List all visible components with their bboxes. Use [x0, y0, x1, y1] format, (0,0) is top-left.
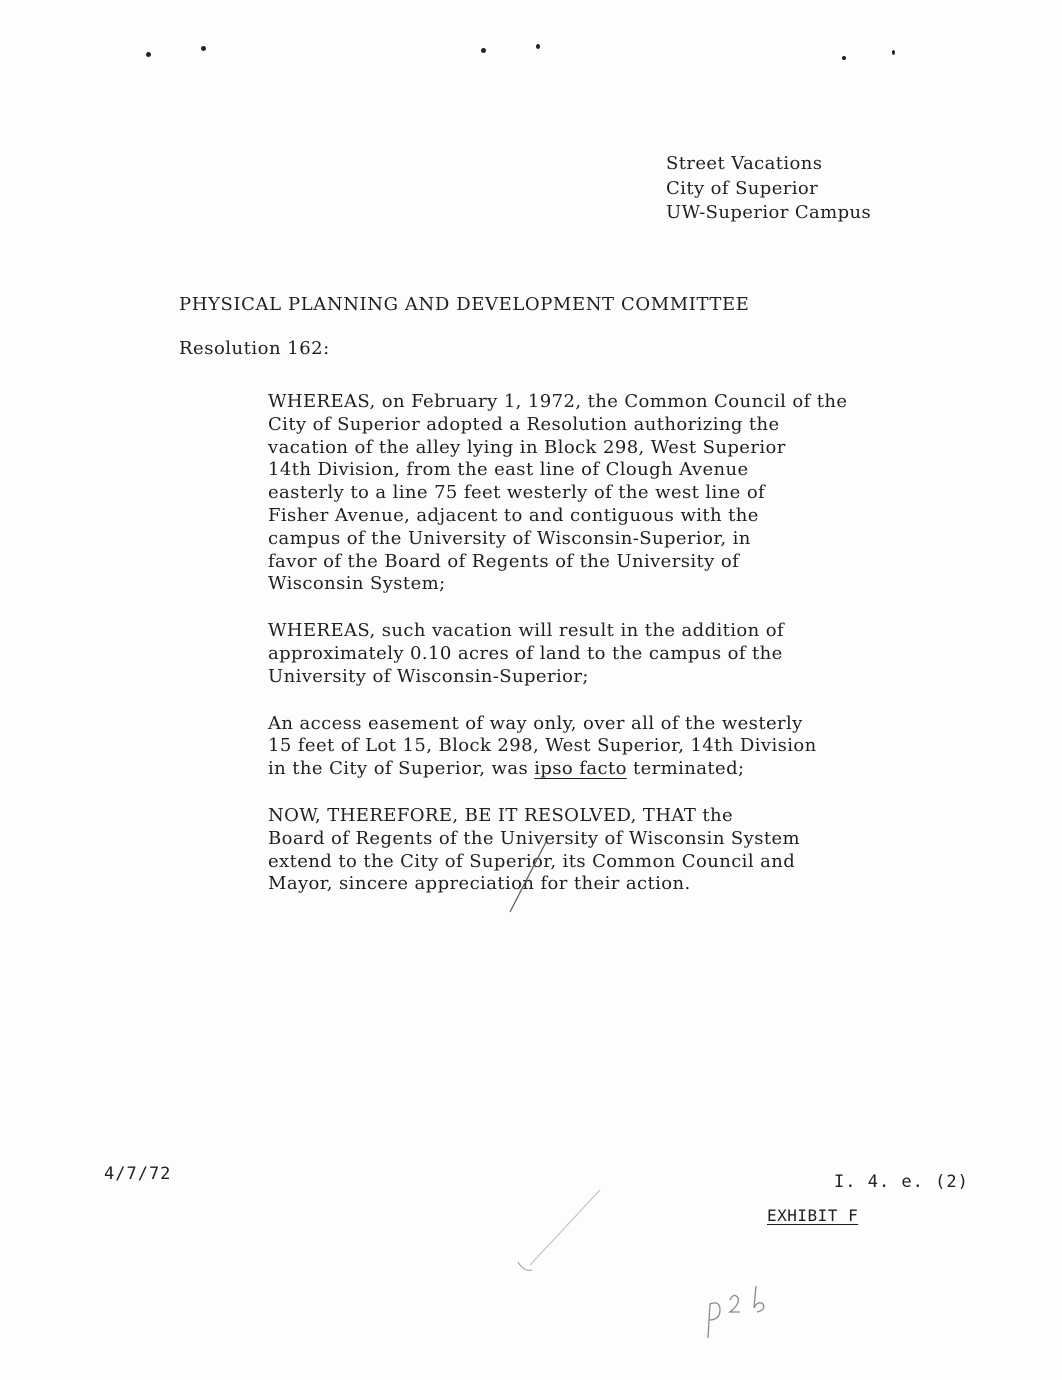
text-line: Wisconsin System;: [268, 573, 446, 595]
underlined-term: ipso facto: [534, 758, 627, 780]
text-line: vacation of the alley lying in Block 298, West Superior: [268, 436, 786, 458]
text-line: An access easement of way only, over all of the westerly: [268, 712, 803, 734]
exhibit-label: EXHIBIT F: [767, 1206, 859, 1225]
text-line: Fisher Avenue, adjacent to and contiguous with the: [268, 504, 759, 526]
text-line: University of Wisconsin-Superior;: [268, 665, 589, 687]
index-code: I. 4. e. (2): [834, 1172, 969, 1192]
resolution-number: Resolution 162:: [179, 338, 330, 359]
text-line: 15 feet of Lot 15, Block 298, West Superior, 14th Division: [268, 735, 817, 757]
text-line: Board of Regents of the University of Wisconsin System: [268, 827, 801, 849]
text-line: WHEREAS, such vacation will result in the addition of: [268, 620, 785, 642]
text-segment: terminated;: [626, 758, 745, 780]
text-line: campus of the University of Wisconsin-Superior, in: [268, 527, 751, 549]
header-line: UW-Superior Campus: [666, 202, 872, 223]
document-date: 4/7/72: [104, 1164, 172, 1184]
text-line: 14th Division, from the east line of Clough Avenue: [268, 459, 749, 481]
text-line: Mayor, sincere appreciation for their action.: [268, 873, 691, 895]
header-line: City of Superior: [666, 177, 819, 199]
text-line: WHEREAS, on February 1, 1972, the Common Council of the: [268, 391, 848, 412]
text-line: approximately 0.10 acres of land to the campus of the: [268, 642, 783, 664]
text-line: NOW, THEREFORE, BE IT RESOLVED, THAT the: [268, 804, 734, 826]
header-line: Street Vacations: [666, 153, 823, 174]
text-line: extend to the City of Superior, its Common Council and: [268, 850, 796, 872]
text-segment: in the City of Superior, was: [268, 758, 535, 780]
text-line: City of Superior adopted a Resolution authorizing the: [268, 413, 780, 435]
text-line: favor of the Board of Regents of the University of: [268, 550, 740, 572]
committee-title: PHYSICAL PLANNING AND DEVELOPMENT COMMITTEE: [179, 294, 750, 315]
text-line: easterly to a line 75 feet westerly of the west line of: [268, 482, 766, 504]
